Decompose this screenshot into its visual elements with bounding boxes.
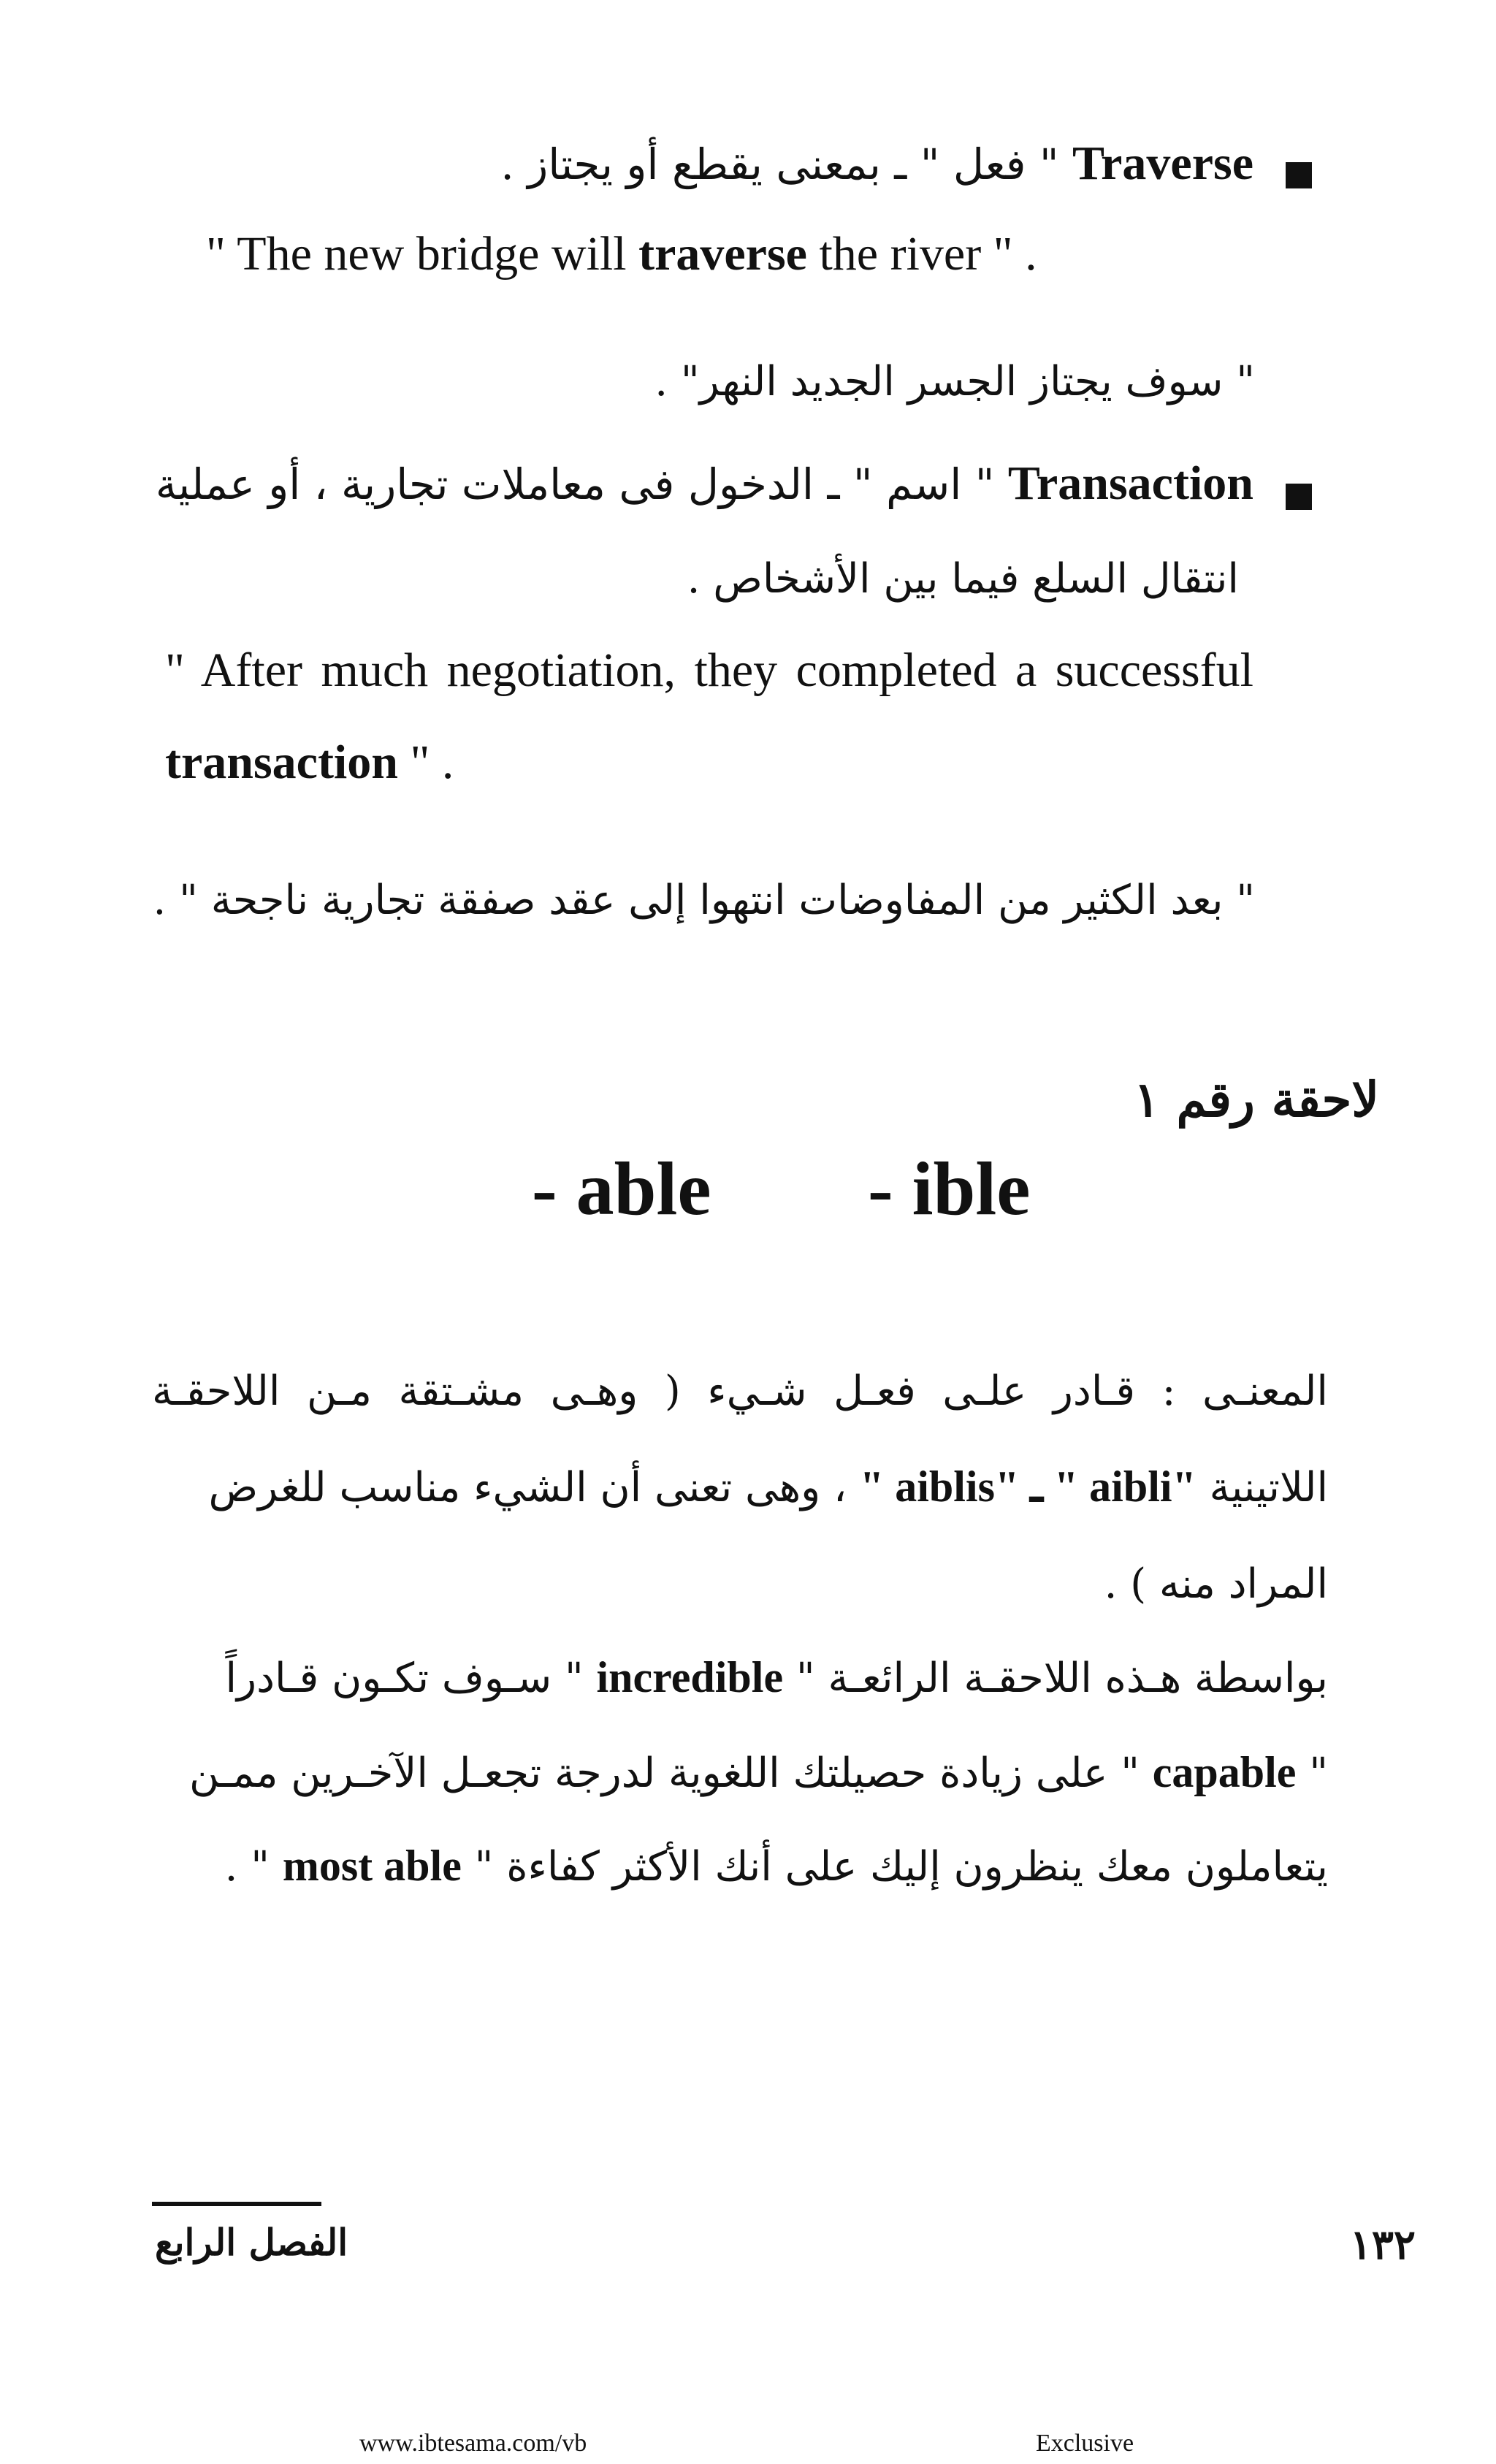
transaction-example-line1: " After much negotiation, they completed a successful <box>165 644 1253 697</box>
transaction-example-line2 <box>165 735 454 790</box>
keyword-incredible: incredible <box>596 1653 784 1701</box>
traverse-translation: " سوف يجتاز الجسر الجديد النهر" . <box>654 358 1255 405</box>
paragraph-line1 <box>225 1652 1328 1703</box>
example-text: " The new bridge will <box>206 227 639 281</box>
transaction-definition-line2: انتقال السلع فيما بين الأشخاص . <box>687 555 1239 603</box>
transaction-definition-line <box>156 456 1253 511</box>
meaning-line3: المراد منه ) . <box>1104 1560 1328 1608</box>
paragraph-line2 <box>189 1747 1328 1798</box>
page-number: ١٣٢ <box>1349 2221 1416 2269</box>
paragraph-text: يتعاملون معك ينظرون إليك على أنك الأكثر كفاءة " <box>461 1843 1328 1891</box>
example-text: the river " . <box>806 227 1037 281</box>
meaning-text: ، وهى تعنى أن الشيء مناسب للغرض <box>208 1464 860 1511</box>
paragraph-text: " <box>1296 1750 1328 1797</box>
suffix-ible: - ible <box>868 1147 1031 1231</box>
footer-rule <box>152 2202 321 2206</box>
example-keyword: transaction <box>165 736 398 789</box>
website-url: www.ibtesama.com/vb <box>359 2430 587 2457</box>
transaction-translation: " بعد الكثير من المفاوضات انتهوا إلى عقد صفقة تجارية ناجحة " . <box>153 877 1255 924</box>
transaction-definition: " اسم " ـ الدخول فى معاملات تجارية ، أو عملية <box>155 459 995 509</box>
section-heading: لاحقة رقم ١ <box>1134 1071 1379 1128</box>
latin-root: "aibli " ـ "aiblis " <box>859 1462 1197 1511</box>
keyword-most-able: most able <box>282 1842 462 1890</box>
meaning-line1: المعنـى : قـادر علـى فعـل شـيء ( وهـى مشـتقة مـن اللاحقـة <box>152 1368 1328 1415</box>
bullet-icon <box>1286 484 1312 510</box>
chapter-label: الفصل الرابع <box>155 2221 348 2264</box>
paragraph-text: " على زيادة حصيلتك اللغوية لدرجة تجعـل الآخـرين ممـن <box>189 1750 1153 1797</box>
traverse-example <box>206 226 1037 282</box>
transaction-term: Transaction <box>1007 457 1253 510</box>
example-text: " . <box>397 736 454 789</box>
traverse-definition: " فعل " ـ بمعنى يقطع أو يجتاز . <box>500 140 1059 189</box>
paragraph-text: بواسطة هـذه اللاحقـة الرائعـة " <box>783 1655 1328 1702</box>
paragraph-text: " سـوف تكـون قـادراً <box>225 1655 597 1702</box>
traverse-term: Traverse <box>1072 137 1253 190</box>
meaning-line2 <box>208 1461 1328 1512</box>
paragraph-text: " . <box>224 1843 283 1891</box>
exclusive-label: Exclusive <box>1036 2430 1134 2457</box>
paragraph-line3 <box>225 1841 1328 1891</box>
meaning-text: اللاتينية <box>1196 1464 1328 1511</box>
example-keyword: traverse <box>638 227 807 281</box>
suffix-able: - able <box>532 1147 711 1231</box>
traverse-definition-line <box>500 136 1253 191</box>
bullet-icon <box>1286 162 1312 188</box>
keyword-capable: capable <box>1152 1748 1297 1796</box>
